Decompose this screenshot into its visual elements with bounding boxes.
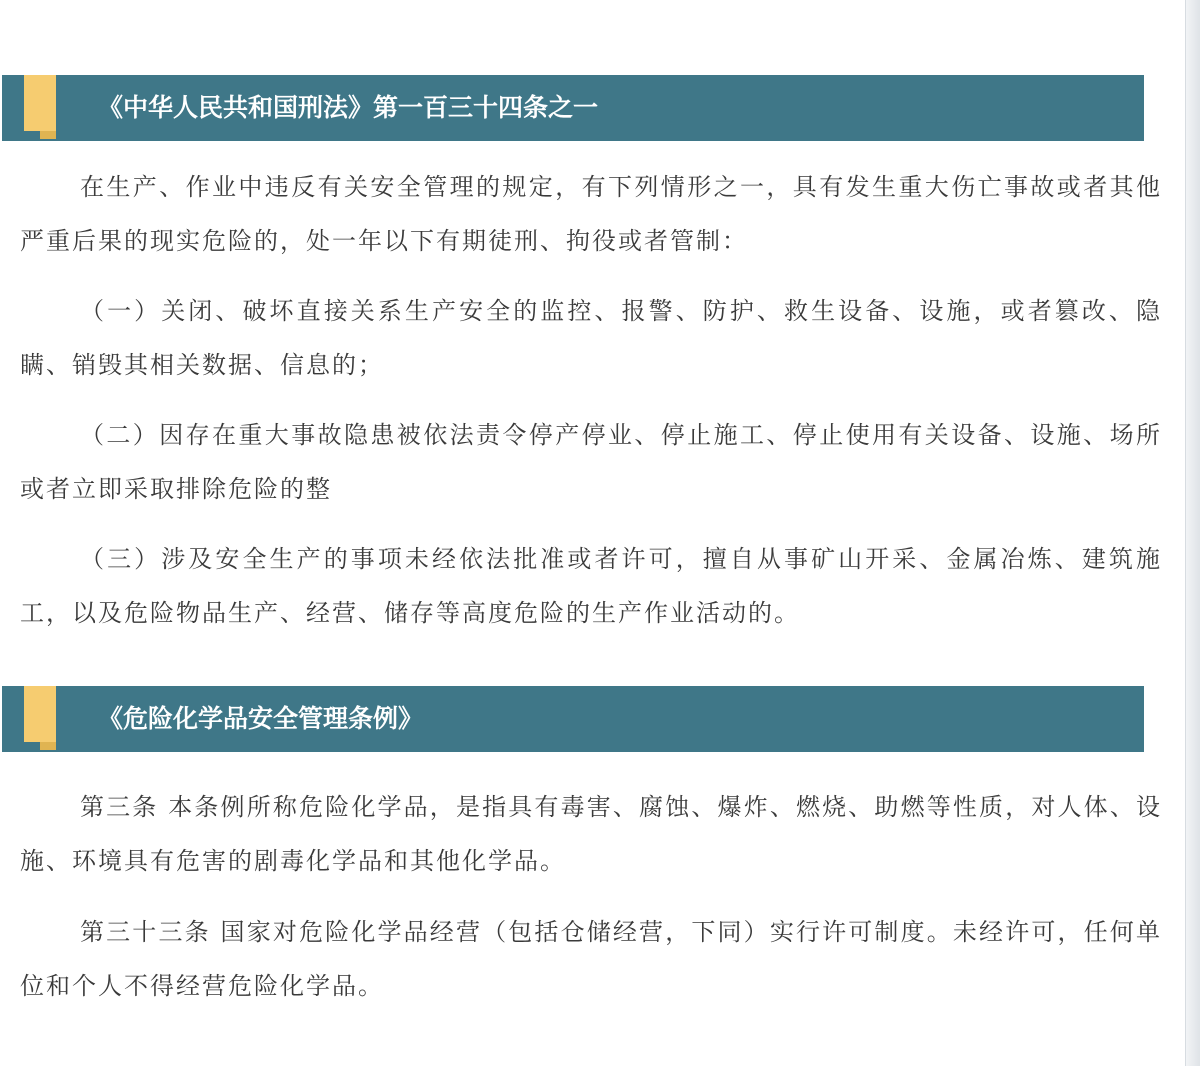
section-header-criminal-law <box>2 75 1144 141</box>
paragraph-item-3: （三）涉及安全生产的事项未经依法批准或者许可，擅自从事矿山开采、金属冶炼、建筑施工，以及危险物品生产、经营、储存等高度危险的生产作业活动的。 <box>20 545 1162 627</box>
section-title: 《中华人民共和国刑法》第一百三十四条之一 <box>98 93 599 122</box>
page-scrollbar-edge <box>1185 0 1200 1066</box>
bookmark-tab-icon <box>24 75 56 131</box>
bookmark-tab-fold <box>40 131 56 139</box>
bookmark-tab-fold <box>40 742 56 750</box>
paragraph-item-1: （一）关闭、破坏直接关系生产安全的监控、报警、防护、救生设备、设施，或者篡改、隐瞒、销毁其相关数据、信息的； <box>20 297 1162 379</box>
paragraph-article-3: 第三条 本条例所称危险化学品，是指具有毒害、腐蚀、爆炸、燃烧、助燃等性质，对人体、设施、环境具有危害的剧毒化学品和其他化学品。 <box>20 793 1162 875</box>
paragraph: 在生产、作业中违反有关安全管理的规定，有下列情形之一，具有发生重大伤亡事故或者其他严重后果的现实危险的，处一年以下有期徒刑、拘役或者管制： <box>20 173 1162 255</box>
section-header-hazardous-chemicals <box>2 686 1144 752</box>
bookmark-tab-icon <box>24 686 56 742</box>
section-title: 《危险化学品安全管理条例》 <box>98 704 424 733</box>
paragraph-article-33: 第三十三条 国家对危险化学品经营（包括仓储经营，下同）实行许可制度。未经许可，任何单位和个人不得经营危险化学品。 <box>20 918 1162 1000</box>
paragraph-item-2: （二）因存在重大事故隐患被依法责令停产停业、停止施工、停止使用有关设备、设施、场所或者立即采取排除危险的整 <box>20 421 1162 503</box>
